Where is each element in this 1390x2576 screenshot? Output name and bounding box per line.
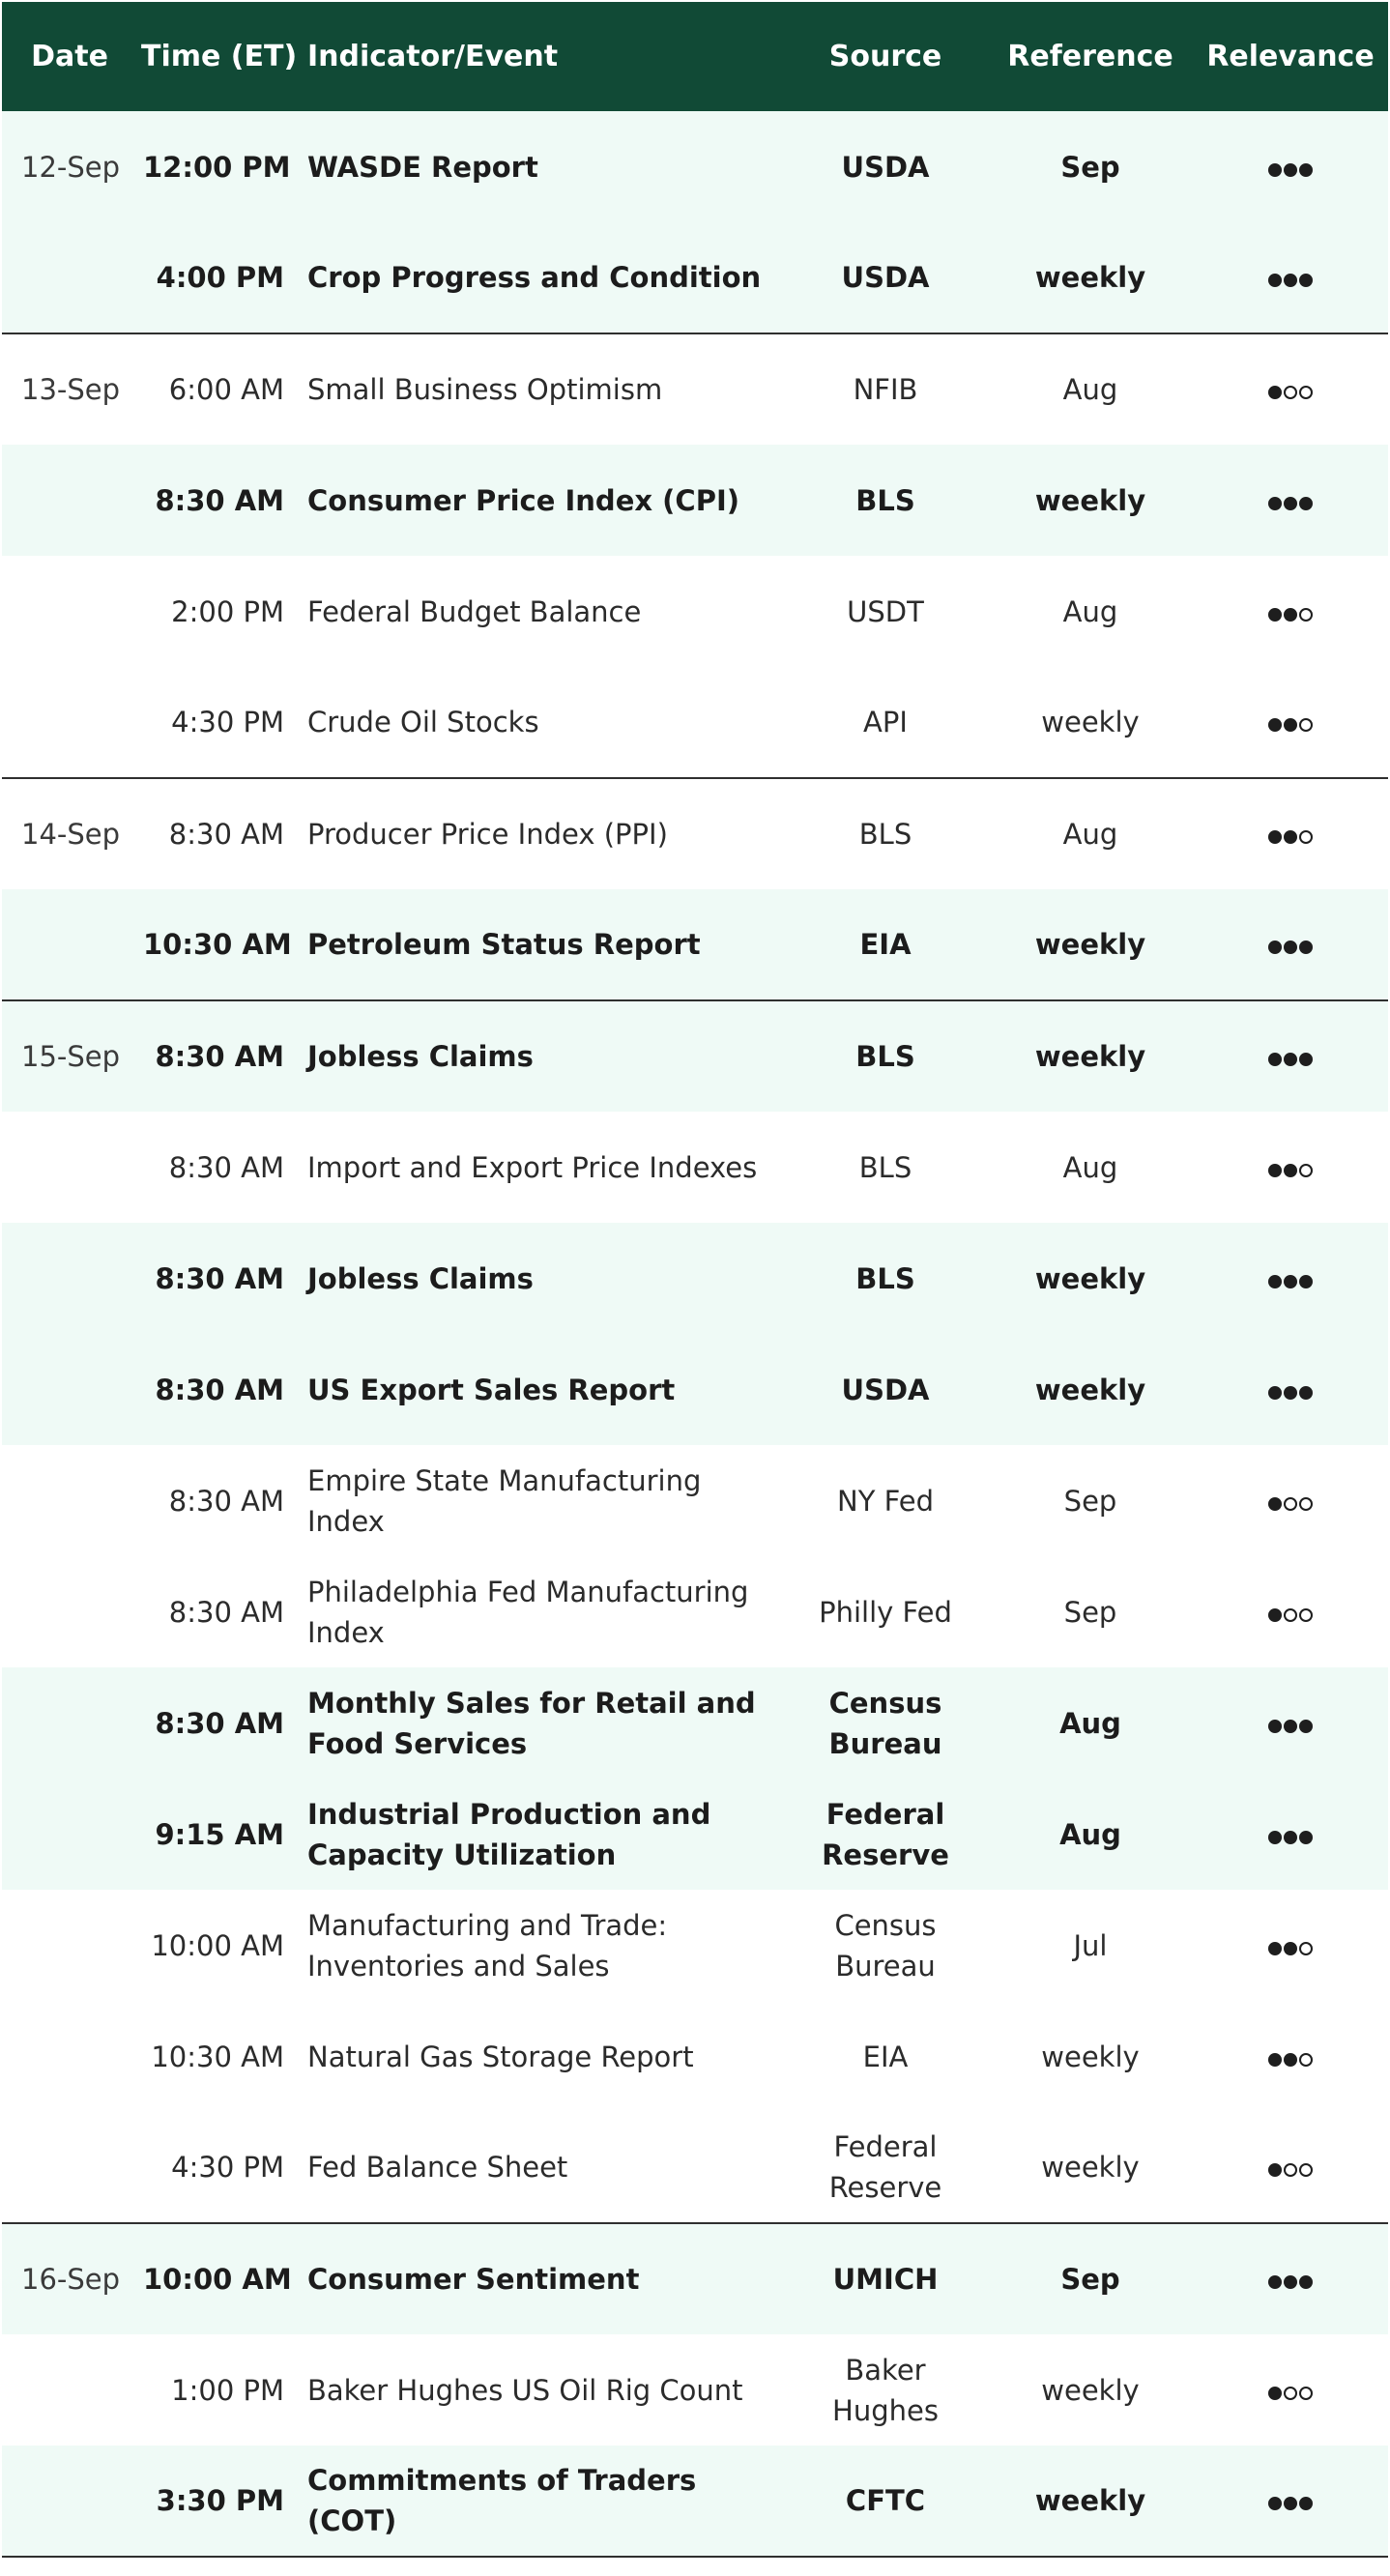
row-relevance — [1193, 333, 1388, 445]
row-event: Producer Price Index (PPI) — [294, 778, 783, 889]
empty-dot-icon — [1299, 386, 1313, 399]
row-reference: weekly — [1034, 1373, 1146, 1406]
filled-dot-icon — [1268, 1942, 1282, 1955]
dot-rating-icon — [1268, 386, 1313, 399]
row-event: US Export Sales Report — [307, 1373, 676, 1406]
table-row — [2, 778, 1388, 889]
row-source: BLS — [858, 1150, 912, 1184]
filled-dot-icon — [1268, 1831, 1282, 1844]
filled-dot-icon — [1284, 1831, 1297, 1844]
row-reference: weekly — [1041, 2373, 1140, 2407]
row-source: NFIB — [783, 333, 988, 445]
row-time: 8:30 AM — [155, 483, 284, 517]
row-relevance — [1193, 2223, 1388, 2334]
filled-dot-icon — [1284, 718, 1297, 732]
table-row — [2, 1890, 1388, 2001]
empty-dot-icon — [1299, 830, 1313, 844]
empty-dot-icon — [1299, 608, 1313, 622]
empty-dot-icon — [1284, 386, 1297, 399]
row-time: 1:00 PM — [171, 2373, 284, 2407]
row-time: 8:30 AM — [168, 1484, 284, 1518]
filled-dot-icon — [1299, 1386, 1313, 1400]
header-event: Indicator/Event — [307, 40, 559, 73]
row-reference: Sep — [1060, 150, 1120, 184]
row-time: 2:00 PM — [171, 594, 284, 628]
filled-dot-icon — [1268, 1720, 1282, 1733]
row-reference: weekly — [1034, 483, 1146, 517]
dot-rating-icon — [1268, 718, 1313, 732]
filled-dot-icon — [1284, 2053, 1297, 2067]
row-event: Crop Progress and Condition — [307, 261, 762, 294]
row-event: Consumer Sentiment — [294, 2223, 783, 2334]
row-date: 13-Sep — [2, 333, 137, 445]
filled-dot-icon — [1284, 497, 1297, 510]
row-date — [2, 2112, 137, 2223]
dot-rating-icon — [1268, 497, 1313, 510]
dot-rating-icon — [1268, 830, 1313, 844]
header-date: Date — [31, 40, 108, 73]
row-event: Baker Hughes US Oil Rig Count — [307, 2373, 743, 2407]
row-date — [2, 1556, 137, 1667]
row-reference: Aug — [1059, 1706, 1121, 1740]
dot-rating-icon — [1268, 1164, 1313, 1177]
dot-rating-icon — [1268, 1942, 1313, 1955]
table-row — [2, 333, 1388, 445]
filled-dot-icon — [1268, 274, 1282, 287]
filled-dot-icon — [1268, 2497, 1282, 2510]
empty-dot-icon — [1299, 1497, 1313, 1511]
dot-rating-icon — [1268, 1497, 1313, 1511]
economic-calendar-table — [2, 2, 1388, 2558]
empty-dot-icon — [1299, 1608, 1313, 1622]
row-time: 8:30 AM — [168, 1595, 284, 1629]
row-relevance — [1193, 1556, 1388, 1667]
row-event: Industrial Production and Capacity Utilization — [307, 1797, 711, 1871]
row-time: 6:00 AM — [137, 333, 294, 445]
table-row — [2, 889, 1388, 1000]
row-date — [2, 889, 137, 1000]
filled-dot-icon — [1284, 1942, 1297, 1955]
filled-dot-icon — [1268, 497, 1282, 510]
empty-dot-icon — [1284, 1497, 1297, 1511]
table-row — [2, 1445, 1388, 1556]
table-row — [2, 667, 1388, 778]
row-time: 8:30 AM — [155, 1261, 284, 1295]
row-event: Philadelphia Fed Manufacturing Index — [307, 1575, 749, 1649]
row-date: 12-Sep — [21, 150, 121, 184]
row-relevance — [1193, 2001, 1388, 2112]
filled-dot-icon — [1268, 386, 1282, 399]
row-event: Petroleum Status Report — [307, 928, 701, 961]
table-row — [2, 1334, 1388, 1445]
row-source: USDT — [847, 594, 924, 628]
row-source: USDA — [841, 1373, 930, 1406]
filled-dot-icon — [1299, 1831, 1313, 1844]
table-header — [2, 2, 1388, 111]
row-time: 4:30 PM — [171, 706, 284, 738]
row-relevance — [1193, 667, 1388, 778]
filled-dot-icon — [1299, 274, 1313, 287]
table-row — [2, 2112, 1388, 2223]
row-event: Monthly Sales for Retail and Food Services — [307, 1686, 756, 1760]
row-relevance — [1193, 1890, 1388, 2001]
empty-dot-icon — [1284, 2163, 1297, 2177]
row-reference: Sep — [1063, 1595, 1117, 1629]
empty-dot-icon — [1284, 2387, 1297, 2400]
row-relevance — [1193, 889, 1388, 1000]
row-reference: Aug — [988, 778, 1193, 889]
row-reference: Sep — [1063, 1484, 1117, 1518]
filled-dot-icon — [1268, 718, 1282, 732]
table-body — [2, 111, 1388, 2557]
empty-dot-icon — [1299, 1164, 1313, 1177]
row-source: Federal Reserve — [828, 2130, 942, 2204]
row-relevance — [1193, 1445, 1388, 1556]
row-relevance — [1193, 1334, 1388, 1445]
row-date — [2, 1334, 137, 1445]
row-date: 14-Sep — [2, 778, 137, 889]
row-source: Federal Reserve — [822, 1797, 949, 1871]
filled-dot-icon — [1299, 1275, 1313, 1288]
table-row — [2, 2334, 1388, 2446]
filled-dot-icon — [1284, 1720, 1297, 1733]
dot-rating-icon — [1268, 2275, 1313, 2289]
row-source: BLS — [783, 1000, 988, 1112]
dot-rating-icon — [1268, 2053, 1313, 2067]
row-date — [2, 556, 137, 667]
row-source: EIA — [859, 928, 912, 961]
filled-dot-icon — [1284, 1275, 1297, 1288]
row-event: Manufacturing and Trade: Inventories and Sales — [307, 1908, 668, 1983]
row-time: 8:30 AM — [137, 778, 294, 889]
header-row — [2, 2, 1388, 111]
row-reference: weekly — [1041, 706, 1140, 738]
dot-rating-icon — [1268, 1831, 1313, 1844]
row-source: EIA — [862, 2040, 909, 2073]
row-source: CFTC — [783, 2446, 988, 2557]
row-date — [2, 1890, 137, 2001]
filled-dot-icon — [1268, 1053, 1282, 1066]
row-reference: Jul — [1073, 1928, 1108, 1962]
dot-rating-icon — [1268, 1053, 1313, 1066]
table-row — [2, 1000, 1388, 1112]
filled-dot-icon — [1268, 2163, 1282, 2177]
table-row — [2, 445, 1388, 556]
row-relevance — [1193, 1779, 1388, 1890]
dot-rating-icon — [1268, 2387, 1313, 2400]
dot-rating-icon — [1268, 608, 1313, 622]
table-row — [2, 1556, 1388, 1667]
dot-rating-icon — [1268, 941, 1313, 954]
header-relevance: Relevance — [1206, 40, 1375, 73]
header-time: Time (ET) — [141, 40, 298, 73]
row-source: BLS — [855, 483, 915, 517]
row-event: Federal Budget Balance — [307, 594, 642, 628]
row-time: 3:30 PM — [137, 2446, 294, 2557]
row-relevance — [1193, 2112, 1388, 2223]
row-source: UMICH — [783, 2223, 988, 2334]
row-event: WASDE Report — [307, 150, 538, 184]
row-event: Commitments of Traders (COT) — [294, 2446, 783, 2557]
row-event: Jobless Claims — [307, 1261, 534, 1295]
row-source: USDA — [841, 261, 930, 294]
row-date — [2, 667, 137, 778]
filled-dot-icon — [1284, 163, 1297, 177]
table-row — [2, 1112, 1388, 1223]
table-row — [2, 2223, 1388, 2334]
row-reference: Sep — [988, 2223, 1193, 2334]
row-source: API — [863, 706, 908, 738]
row-time: 10:00 AM — [151, 1928, 284, 1962]
filled-dot-icon — [1284, 274, 1297, 287]
row-relevance — [1193, 445, 1388, 556]
row-time: 12:00 PM — [143, 150, 291, 184]
row-reference: Aug — [1062, 1150, 1118, 1184]
row-date — [2, 1112, 137, 1223]
table-row — [2, 1667, 1388, 1779]
row-date: 16-Sep — [2, 2223, 137, 2334]
row-source: BLS — [783, 778, 988, 889]
filled-dot-icon — [1268, 608, 1282, 622]
row-event: Import and Export Price Indexes — [307, 1150, 758, 1184]
filled-dot-icon — [1284, 830, 1297, 844]
filled-dot-icon — [1268, 1275, 1282, 1288]
row-time: 10:00 AM — [137, 2223, 294, 2334]
row-source: BLS — [855, 1261, 915, 1295]
filled-dot-icon — [1299, 497, 1313, 510]
filled-dot-icon — [1268, 2387, 1282, 2400]
row-reference: weekly — [1041, 2040, 1140, 2073]
filled-dot-icon — [1299, 1720, 1313, 1733]
row-event: Fed Balance Sheet — [307, 2151, 568, 2184]
filled-dot-icon — [1284, 2497, 1297, 2510]
row-time: 8:30 AM — [155, 1373, 284, 1406]
filled-dot-icon — [1299, 163, 1313, 177]
empty-dot-icon — [1299, 2163, 1313, 2177]
row-reference: weekly — [988, 2446, 1193, 2557]
filled-dot-icon — [1284, 941, 1297, 954]
dot-rating-icon — [1268, 274, 1313, 287]
dot-rating-icon — [1268, 1720, 1313, 1733]
row-date — [2, 222, 137, 333]
filled-dot-icon — [1268, 1164, 1282, 1177]
row-reference: weekly — [1041, 2151, 1140, 2184]
row-date — [2, 1223, 137, 1334]
empty-dot-icon — [1299, 2053, 1313, 2067]
row-time: 4:00 PM — [156, 261, 284, 294]
dot-rating-icon — [1268, 1608, 1313, 1622]
row-relevance — [1193, 222, 1388, 333]
row-relevance — [1193, 1223, 1388, 1334]
row-time: 8:30 AM — [155, 1706, 284, 1740]
row-source: NY Fed — [837, 1484, 934, 1518]
row-date — [2, 2334, 137, 2446]
filled-dot-icon — [1299, 2275, 1313, 2289]
row-event: Natural Gas Storage Report — [307, 2040, 694, 2073]
table-row — [2, 2001, 1388, 2112]
row-relevance — [1193, 1112, 1388, 1223]
filled-dot-icon — [1299, 2497, 1313, 2510]
table-row — [2, 556, 1388, 667]
filled-dot-icon — [1299, 941, 1313, 954]
empty-dot-icon — [1299, 718, 1313, 732]
filled-dot-icon — [1268, 1608, 1282, 1622]
empty-dot-icon — [1284, 1608, 1297, 1622]
empty-dot-icon — [1299, 2387, 1313, 2400]
row-time: 8:30 AM — [168, 1150, 284, 1184]
empty-dot-icon — [1299, 1942, 1313, 1955]
row-reference: Aug — [1062, 594, 1118, 628]
filled-dot-icon — [1284, 2275, 1297, 2289]
row-relevance — [1193, 556, 1388, 667]
row-source: Census Bureau — [834, 1908, 937, 1983]
row-event: Crude Oil Stocks — [307, 706, 539, 738]
row-time: 10:30 AM — [151, 2040, 284, 2073]
row-reference: weekly — [1034, 928, 1146, 961]
row-source: USDA — [841, 150, 930, 184]
row-event: Consumer Price Index (CPI) — [307, 483, 739, 517]
row-source: Philly Fed — [819, 1595, 952, 1629]
table-row — [2, 1223, 1388, 1334]
row-reference: weekly — [988, 1000, 1193, 1112]
table-row — [2, 222, 1388, 333]
filled-dot-icon — [1284, 1053, 1297, 1066]
row-date — [2, 1445, 137, 1556]
table-row — [2, 111, 1388, 222]
row-date — [2, 445, 137, 556]
filled-dot-icon — [1284, 608, 1297, 622]
filled-dot-icon — [1268, 163, 1282, 177]
dot-rating-icon — [1268, 1386, 1313, 1400]
row-reference: Aug — [1059, 1817, 1121, 1851]
row-reference: weekly — [1034, 1261, 1146, 1295]
filled-dot-icon — [1268, 1386, 1282, 1400]
filled-dot-icon — [1268, 1497, 1282, 1511]
row-source: Census Bureau — [828, 1686, 942, 1760]
row-date — [2, 2001, 137, 2112]
filled-dot-icon — [1284, 1164, 1297, 1177]
row-date — [2, 1667, 137, 1779]
row-relevance — [1193, 778, 1388, 889]
row-reference: Aug — [988, 333, 1193, 445]
row-event: Jobless Claims — [294, 1000, 783, 1112]
table-row — [2, 2446, 1388, 2557]
filled-dot-icon — [1268, 2053, 1282, 2067]
row-time: 10:30 AM — [143, 928, 292, 961]
dot-rating-icon — [1268, 1275, 1313, 1288]
row-date: 15-Sep — [2, 1000, 137, 1112]
row-event: Small Business Optimism — [294, 333, 783, 445]
header-source: Source — [828, 40, 942, 73]
row-time: 9:15 AM — [155, 1817, 284, 1851]
row-date — [2, 2446, 137, 2557]
row-relevance — [1193, 111, 1388, 222]
filled-dot-icon — [1299, 1053, 1313, 1066]
row-reference: weekly — [1034, 261, 1146, 294]
header-reference: Reference — [1007, 40, 1173, 73]
dot-rating-icon — [1268, 2163, 1313, 2177]
row-event: Empire State Manufacturing Index — [307, 1463, 702, 1538]
row-date — [2, 1779, 137, 1890]
row-relevance — [1193, 2334, 1388, 2446]
table-row — [2, 1779, 1388, 1890]
row-relevance — [1193, 2446, 1388, 2557]
filled-dot-icon — [1268, 2275, 1282, 2289]
row-time: 4:30 PM — [171, 2151, 284, 2184]
filled-dot-icon — [1268, 830, 1282, 844]
filled-dot-icon — [1268, 941, 1282, 954]
dot-rating-icon — [1268, 163, 1313, 177]
row-source: Baker Hughes — [832, 2353, 939, 2427]
row-relevance — [1193, 1667, 1388, 1779]
dot-rating-icon — [1268, 2497, 1313, 2510]
row-relevance — [1193, 1000, 1388, 1112]
row-time: 8:30 AM — [137, 1000, 294, 1112]
filled-dot-icon — [1284, 1386, 1297, 1400]
